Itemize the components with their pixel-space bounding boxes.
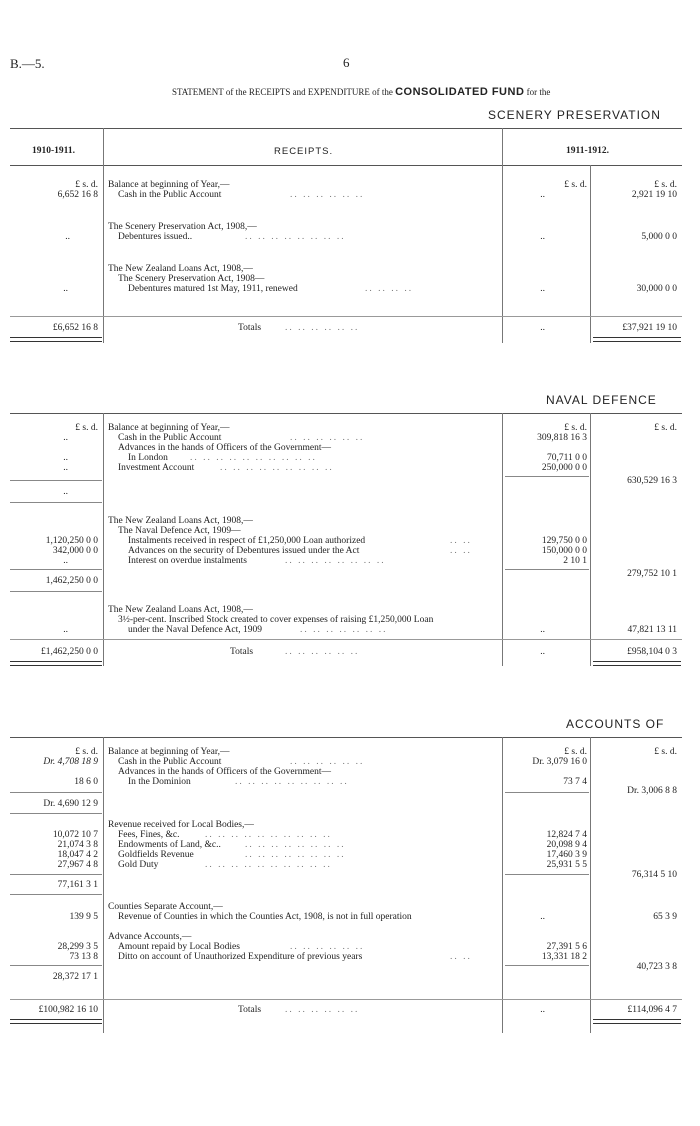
sec3-b5-left: 27,967 4 8 xyxy=(57,860,98,870)
sec1-lsd-left: £ s. d. xyxy=(75,180,98,190)
sec2-b4-left: 342,000 0 0 xyxy=(52,546,98,556)
sec3-b4-left: 18,047 4 2 xyxy=(57,850,98,860)
sec2-b-sub-left: 1,462,250 0 0 xyxy=(45,576,98,586)
sec1-r1-label: Balance at beginning of Year,— xyxy=(108,180,230,190)
sec2-a2: Cash in the Public Account xyxy=(118,433,222,443)
sec1-col-mid: RECEIPTS. xyxy=(274,146,334,157)
sec2-lsd-right: £ s. d. xyxy=(654,423,677,433)
sec3-b-sub-left: 77,161 3 1 xyxy=(57,880,98,890)
sec2-b1: The New Zealand Loans Act, 1908,— xyxy=(108,516,253,526)
sec1-lsd-right: £ s. d. xyxy=(654,180,677,190)
sec2-a1: Balance at beginning of Year,— xyxy=(108,423,230,433)
sec2-b-right: 279,752 10 1 xyxy=(627,569,677,579)
sec3-title: ACCOUNTS OF xyxy=(566,717,665,731)
sec3-d2-mid: 27,391 5 6 xyxy=(546,942,587,952)
sec3-d3-mid: 13,331 18 2 xyxy=(541,952,587,962)
sec2-a2-mid: 309,818 16 3 xyxy=(537,433,587,443)
sec1-r2-left: .. xyxy=(65,232,70,242)
sec3-d-right: 40,723 3 8 xyxy=(636,962,677,972)
sec3-b5: Gold Duty xyxy=(118,860,159,870)
sec2-b2: The Naval Defence Act, 1909— xyxy=(118,526,241,536)
sec1-title: SCENERY PRESERVATION xyxy=(488,108,661,122)
page-number: 6 xyxy=(343,55,350,70)
sec3-c-mid: .. xyxy=(540,912,545,922)
sec2-b5: Interest on overdue instalments xyxy=(128,556,247,566)
sec2-total-left: £1,462,250 0 0 xyxy=(41,647,98,657)
sec3-a2: Cash in the Public Account xyxy=(118,757,222,767)
sec1-r2-right: 5,000 0 0 xyxy=(641,232,677,242)
page-ref: B.—5. xyxy=(10,56,45,71)
sec3-a2-mid: Dr. 3,079 16 0 xyxy=(532,757,587,767)
sec2-a-right: 630,529 16 3 xyxy=(627,476,677,486)
sec3-lsd-right: £ s. d. xyxy=(654,747,677,757)
sec2-a5-mid: 250,000 0 0 xyxy=(541,463,587,473)
sec2-c-left: .. xyxy=(63,625,68,635)
sec1-col-right: 1911-1912. xyxy=(566,146,610,156)
sec3-b4-mid: 17,460 3 9 xyxy=(546,850,587,860)
sec3-total-left: £100,982 16 10 xyxy=(38,1005,98,1015)
sec2-b4-mid: 150,000 0 0 xyxy=(541,546,587,556)
sec2-b3-mid: 129,750 0 0 xyxy=(541,536,587,546)
sec1-r3-label: The New Zealand Loans Act, 1908,— xyxy=(108,264,253,274)
sec2-a-sub-left: .. xyxy=(63,487,68,497)
sec3-c-right: 65 3 9 xyxy=(653,912,677,922)
sec3-b3: Endowments of Land, &c.. xyxy=(118,840,221,850)
sec3-total-mid: .. xyxy=(540,1005,545,1015)
sec1-r2-sub: Debentures issued.. xyxy=(118,232,193,242)
sec1-total-left: £6,652 16 8 xyxy=(52,323,98,333)
sec1-r3-sub2: Debentures matured 1st May, 1911, renewed xyxy=(128,284,298,294)
sec3-d3: Ditto on account of Unauthorized Expenditure of previous years xyxy=(118,952,363,962)
fund-name: CONSOLIDATED FUND xyxy=(395,86,525,98)
sec3-c2: Revenue of Counties in which the Counties Act, 1908, is not in full operation xyxy=(118,912,412,922)
statement-heading xyxy=(172,86,550,98)
sec2-b4: Advances on the security of Debentures issued under the Act xyxy=(128,546,360,556)
sec2-a4-left: .. xyxy=(63,453,68,463)
sec3-c-left: 139 9 5 xyxy=(69,912,98,922)
sec3-a4: In the Dominion xyxy=(128,777,191,787)
sec3-total-label: Totals xyxy=(238,1005,262,1015)
sec2-c2: 3½-per-cent. Inscribed Stock created to cover expenses of raising £1,250,000 Loan xyxy=(118,615,434,625)
sec2-c1: The New Zealand Loans Act, 1908,— xyxy=(108,605,253,615)
sec3-b4: Goldfields Revenue xyxy=(118,850,194,860)
sec2-a5: Investment Account xyxy=(118,463,195,473)
sec3-b2-left: 10,072 10 7 xyxy=(52,830,98,840)
sec2-b3: Instalments received in respect of £1,250,000 Loan authorized xyxy=(128,536,366,546)
statement-suffix: for the xyxy=(526,87,551,97)
sec2-a5-left: .. xyxy=(63,463,68,473)
sec2-total-right: £958,104 0 3 xyxy=(627,647,677,657)
sec1-total-right: £37,921 19 10 xyxy=(622,323,677,333)
sec3-b2: Fees, Fines, &c. xyxy=(118,830,180,840)
sec1-r3-left: .. xyxy=(63,284,68,294)
sec2-b5-left: .. xyxy=(63,556,68,566)
sec1-r1-sub: Cash in the Public Account xyxy=(118,190,222,200)
sec3-b1: Revenue received for Local Bodies,— xyxy=(108,820,254,830)
sec3-d3-left: 73 13 8 xyxy=(69,952,98,962)
sec3-lsd-left: £ s. d. xyxy=(75,747,98,757)
sec3-b3-left: 21,074 3 8 xyxy=(57,840,98,850)
sec3-a3: Advances in the hands of Officers of the Government— xyxy=(118,767,331,777)
sec2-a4-mid: 70,711 0 0 xyxy=(546,453,587,463)
sec3-a-sub-left: Dr. 4,690 12 9 xyxy=(43,799,98,809)
sec3-b3-mid: 20,098 9 4 xyxy=(546,840,587,850)
sec3-b-right: 76,314 5 10 xyxy=(631,870,677,880)
sec2-a2-left: .. xyxy=(63,433,68,443)
sec3-a4-left: 18 6 0 xyxy=(74,777,98,787)
sec1-r1-right: 2,921 19 10 xyxy=(631,190,677,200)
statement-prefix: STATEMENT of the RECEIPTS and EXPENDITURE of the xyxy=(172,87,393,97)
sec1-r2-mid: .. xyxy=(540,232,545,242)
sec2-c-right: 47,821 13 11 xyxy=(627,625,677,635)
sec1-r3-right: 30,000 0 0 xyxy=(636,284,677,294)
sec3-d-sub-left: 28,372 17 1 xyxy=(52,972,98,982)
sec3-lsd-mid: £ s. d. xyxy=(564,747,587,757)
sec2-total-mid: .. xyxy=(540,647,545,657)
sec1-r3-mid: .. xyxy=(540,284,545,294)
sec3-d2: Amount repaid by Local Bodies xyxy=(118,942,240,952)
sec1-r3-sub: The Scenery Preservation Act, 1908— xyxy=(118,274,265,284)
sec3-b2-mid: 12,824 7 4 xyxy=(546,830,587,840)
sec3-a2-left: Dr. 4,708 18 9 xyxy=(43,757,98,767)
sec1-r1-left: 6,652 16 8 xyxy=(57,190,98,200)
sec2-lsd-left: £ s. d. xyxy=(75,423,98,433)
sec3-a-right: Dr. 3,006 8 8 xyxy=(627,786,677,796)
sec2-c-mid: .. xyxy=(540,625,545,635)
sec3-a1: Balance at beginning of Year,— xyxy=(108,747,230,757)
sec2-c3: under the Naval Defence Act, 1909 xyxy=(128,625,263,635)
sec1-lsd-mid: £ s. d. xyxy=(564,180,587,190)
sec3-b5-mid: 25,931 5 5 xyxy=(546,860,587,870)
sec2-b3-left: 1,120,250 0 0 xyxy=(45,536,98,546)
sec2-a3: Advances in the hands of Officers of the Government— xyxy=(118,443,331,453)
sec3-d1: Advance Accounts,— xyxy=(108,932,192,942)
sec1-r1-mid: .. xyxy=(540,190,545,200)
sec3-d2-left: 28,299 3 5 xyxy=(57,942,98,952)
sec2-total-label: Totals xyxy=(230,647,254,657)
sec3-a4-mid: 73 7 4 xyxy=(563,777,587,787)
sec2-title: NAVAL DEFENCE xyxy=(546,393,657,407)
sec2-a4: In London xyxy=(128,453,168,463)
sec1-r2-label: The Scenery Preservation Act, 1908,— xyxy=(108,222,257,232)
sec2-lsd-mid: £ s. d. xyxy=(564,423,587,433)
sec1-total-label: Totals xyxy=(238,323,262,333)
sec1-col-left: 1910-1911. xyxy=(32,146,76,156)
sec3-c1: Counties Separate Account,— xyxy=(108,902,223,912)
sec3-total-right: £114,096 4 7 xyxy=(627,1005,677,1015)
sec1-total-mid: .. xyxy=(540,323,545,333)
sec2-b5-mid: 2 10 1 xyxy=(563,556,587,566)
